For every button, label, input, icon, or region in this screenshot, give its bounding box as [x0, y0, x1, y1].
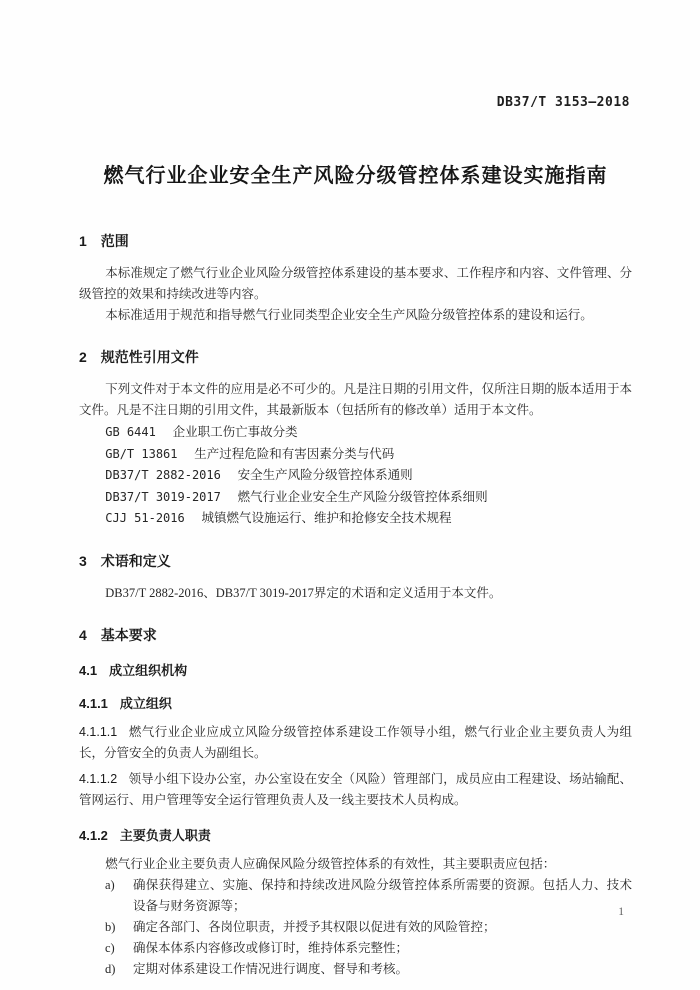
reference-code: GB/T 13861: [105, 446, 178, 461]
reference-title: 燃气行业企业安全生产风险分级管控体系细则: [237, 489, 488, 504]
clause-number: 4.1.1.2: [79, 771, 118, 786]
list-item-text: 确保本体系内容修改或修订时，维持体系完整性；: [133, 940, 409, 955]
list-item-label: d): [105, 961, 116, 976]
reference-list: [79, 422, 632, 530]
page-number: 1: [618, 906, 624, 918]
list-item-label: c): [105, 940, 115, 955]
section-4-1-1-heading: [79, 696, 632, 712]
page-content: [79, 0, 632, 980]
list-item-text: 确保获得建立、实施、保持和持续改进风险分级管控体系所需要的资源。包括人力、技术设备与财务资源等；: [133, 877, 632, 913]
section-title: 基本要求: [100, 626, 157, 643]
paragraph: 燃气行业企业主要负责人应确保风险分级管控体系的有效性，其主要职责应包括：: [105, 856, 556, 871]
reference-title: 企业职工伤亡事故分类: [172, 425, 298, 439]
section-number: 4: [79, 626, 87, 643]
paragraph: DB37/T 2882-2016、DB37/T 3019-2017界定的术语和定义适用于本文件。: [105, 585, 502, 600]
reference-item: [79, 487, 632, 509]
reference-title: 城镇燃气设施运行、维护和抢修安全技术规程: [201, 511, 452, 525]
reference-item: [79, 508, 632, 530]
duty-list: [79, 875, 632, 980]
reference-code: DB37/T 3019-2017: [105, 489, 221, 504]
section-title: 术语和定义: [100, 552, 171, 569]
section-title: 成立组织: [119, 695, 172, 711]
paragraph: 下列文件对于本文件的应用是必不可少的。凡是注日期的引用文件，仅所注日期的版本适用于本文件。凡是不注日期的引用文件，其最新版本（包括所有的修改单）适用于本文件。: [79, 382, 632, 417]
clause-4-1-1-2: [79, 769, 632, 811]
reference-item: [79, 444, 632, 466]
list-item: [105, 917, 632, 938]
section-title: 成立组织机构: [109, 662, 188, 678]
reference-code: DB37/T 2882-2016: [105, 468, 221, 482]
reference-code: CJJ 51-2016: [105, 511, 185, 525]
section-title: 主要负责人职责: [119, 827, 211, 843]
list-item: [105, 875, 632, 917]
section-2-heading: [79, 349, 632, 366]
standard-code: DB37/T 3153—2018: [496, 95, 630, 110]
list-item-text: 确定各部门、各岗位职责，并授予其权限以促进有效的风险管控；: [133, 919, 496, 934]
clause-text: 领导小组下设办公室，办公室设在安全（风险）管理部门，成员应由工程建设、场站输配、管网运行、用户管理等安全运行管理负责人及一线主要技术人员构成。: [79, 771, 632, 807]
reference-item: [79, 422, 632, 444]
section-title: 规范性引用文件: [100, 349, 199, 365]
section-number: 4.1.2: [79, 827, 108, 843]
list-item: [105, 959, 632, 980]
list-item-text: 定期对体系建设工作情况进行调度、督导和考核。: [133, 961, 409, 976]
section-4-1-heading: [79, 663, 632, 679]
list-item-label: a): [105, 877, 115, 892]
paragraph: 本标准规定了燃气行业企业风险分级管控体系建设的基本要求、工作程序和内容、文件管理、分级管控的效果和持续改进等内容。: [79, 266, 632, 301]
reference-item: [79, 465, 632, 487]
section-number: 4.1: [79, 662, 98, 678]
reference-code: GB 6441: [105, 425, 156, 439]
section-4-heading: [79, 627, 632, 644]
list-item: [105, 938, 632, 959]
section-title: 范围: [100, 233, 129, 249]
clause-number: 4.1.1.1: [79, 724, 118, 739]
list-item-label: b): [105, 919, 116, 934]
reference-title: 生产过程危险和有害因素分类与代码: [194, 446, 395, 461]
clause-text: 燃气行业企业应成立风险分级管控体系建设工作领导小组，燃气行业企业主要负责人为组长，分管安全的负责人为副组长。: [79, 724, 632, 760]
section-number: 3: [79, 552, 87, 569]
section-number: 1: [79, 233, 87, 249]
section-number: 4.1.1: [79, 695, 108, 711]
section-3-heading: [79, 553, 632, 570]
section-4-1-2-heading: [79, 828, 632, 844]
section-1-heading: [79, 233, 632, 250]
clause-4-1-1-1: [79, 722, 632, 764]
section-number: 2: [79, 349, 87, 365]
paragraph: 本标准适用于规范和指导燃气行业同类型企业安全生产风险分级管控体系的建设和运行。: [105, 308, 593, 322]
reference-title: 安全生产风险分级管控体系通则: [237, 468, 413, 482]
document-title: 燃气行业企业安全生产风险分级管控体系建设实施指南: [103, 165, 608, 187]
